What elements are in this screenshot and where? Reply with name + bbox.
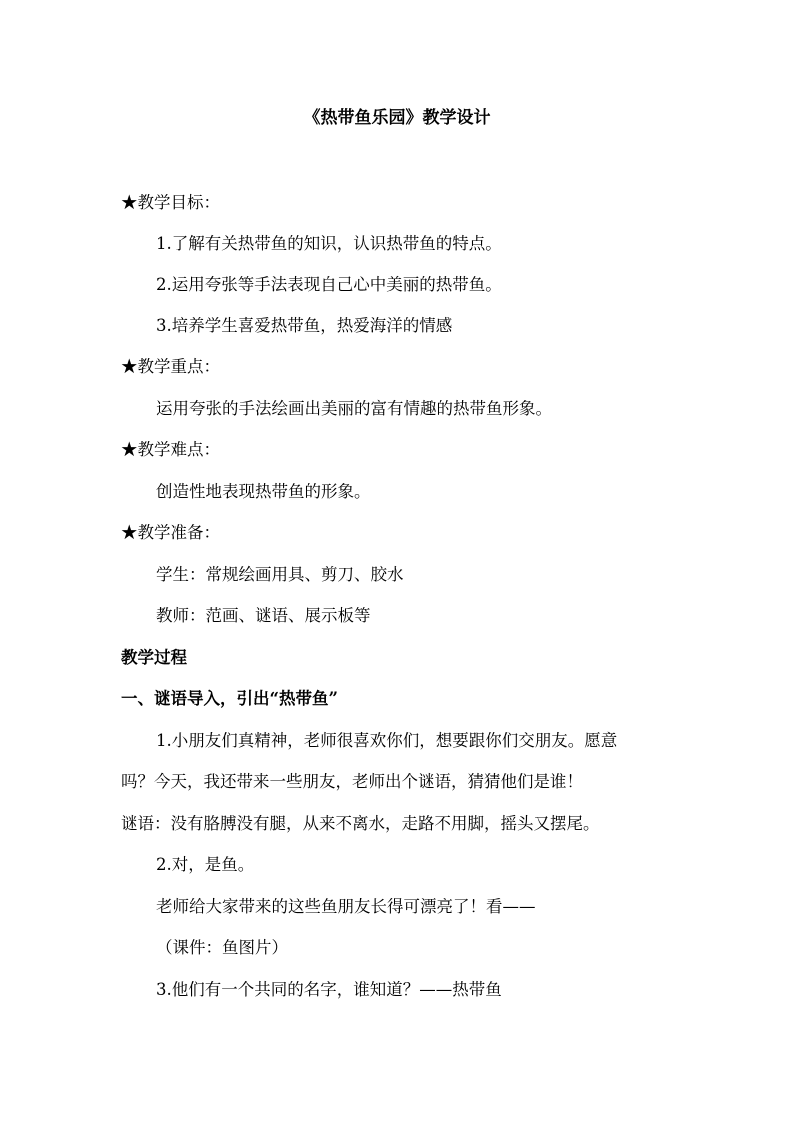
objective-item-2: 2.运用夸张等手法表现自己心中美丽的热带鱼。	[156, 275, 502, 294]
process-para1-line1: 1.小朋友们真精神，老师很喜欢你们，想要跟你们交朋友。愿意	[156, 731, 618, 750]
process-para1-line2: 吗？今天，我还带来一些朋友，老师出个谜语，猜猜他们是谁！	[121, 772, 583, 791]
process-para4: 3.他们有一个共同的名字，谁知道？——热带鱼	[156, 980, 502, 999]
document-title: 《热带鱼乐园》教学设计	[303, 108, 491, 128]
key-points-heading: ★教学重点：	[121, 357, 220, 376]
preparation-heading: ★教学准备：	[121, 523, 220, 542]
objective-item-1: 1.了解有关热带鱼的知识，认识热带鱼的特点。	[156, 234, 502, 253]
preparation-student: 学生：常规绘画用具、剪刀、胶水	[156, 565, 404, 584]
key-points-text: 运用夸张的手法绘画出美丽的富有情趣的热带鱼形象。	[156, 399, 552, 418]
objective-item-3: 3.培养学生喜爱热带鱼，热爱海洋的情感	[156, 316, 453, 335]
preparation-teacher: 教师：范画、谜语、展示板等	[156, 606, 371, 625]
process-para2: 2.对，是鱼。	[156, 855, 255, 874]
section1-heading: 一、谜语导入，引出“热带鱼”	[121, 689, 338, 708]
objectives-heading: ★教学目标：	[121, 193, 220, 212]
difficulties-text: 创造性地表现热带鱼的形象。	[156, 482, 371, 501]
process-para3: 老师给大家带来的这些鱼朋友长得可漂亮了！看——	[156, 897, 536, 916]
process-riddle: 谜语：没有胳膊没有腿，从来不离水，走路不用脚，摇头又摆尾。	[121, 814, 600, 833]
process-courseware: （课件：鱼图片）	[156, 938, 288, 957]
process-heading: 教学过程	[121, 648, 187, 667]
difficulties-heading: ★教学难点：	[121, 440, 220, 459]
